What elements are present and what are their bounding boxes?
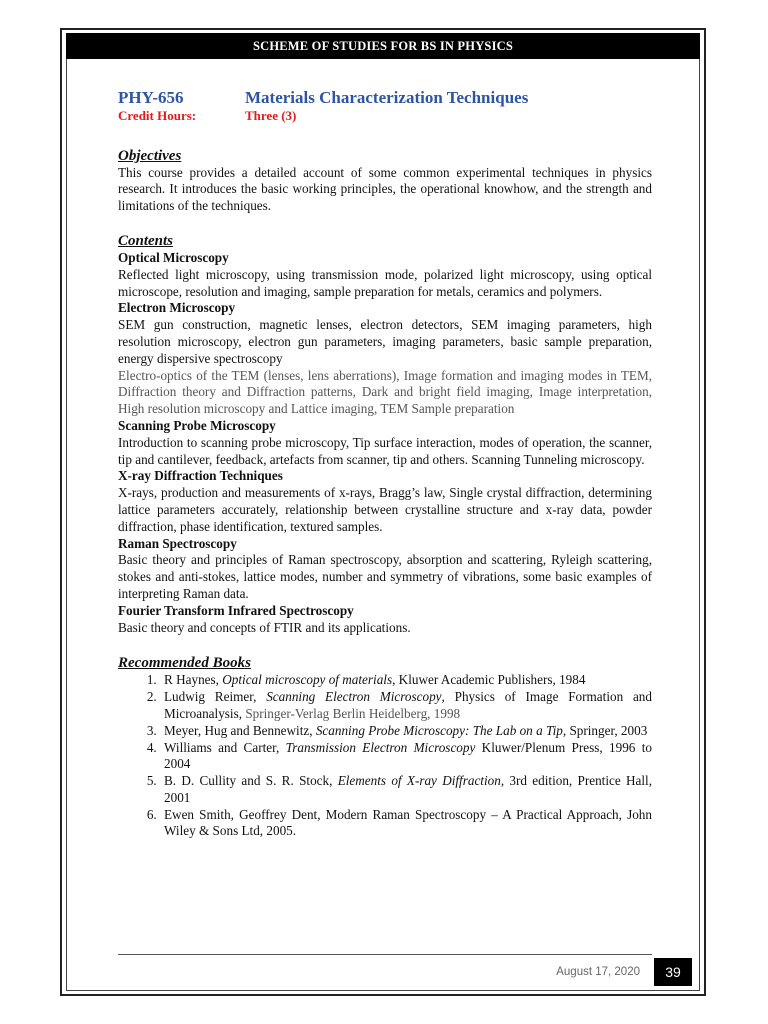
- topic-text: Basic theory and concepts of FTIR and its applications.: [118, 619, 411, 635]
- book-item: 4. Williams and Carter, Transmission Electron Microscopy Kluwer/Plenum Press, 1996 to 2004: [160, 740, 652, 774]
- objectives-text: This course provides a detailed account of some common experimental techniques in physics research. It introduces the basic working principles, the operational knowhow, and the strength and limitations of the techniques.: [118, 164, 652, 214]
- footer-date: August 17, 2020: [556, 966, 640, 978]
- credit-value: Three (3): [245, 107, 297, 123]
- topic-title: X-ray Diffraction Techniques: [118, 468, 283, 484]
- topic-text: Electro-optics of the TEM (lenses, lens aberrations), Image formation and imaging modes in TEM, Diffraction theory and Diffraction patterns, Dark and bright field imaging, Image interpretation, High resolution microscopy and Lattice imaging, TEM Sample preparation: [118, 367, 652, 417]
- footer-divider: [118, 954, 652, 955]
- credit-hours: [118, 108, 652, 125]
- contents-heading: Contents: [118, 232, 174, 249]
- books-list: [118, 672, 652, 840]
- topic-text: X-rays, production and measurements of x-rays, Bragg’s law, Single crystal diffraction, determining lattice parameters accurately, relationship between crystalline structure and x-ray data, powder diffraction, phase identification, textured samples.: [118, 485, 652, 534]
- page-number: 39: [654, 958, 692, 986]
- topic-text: SEM gun construction, magnetic lenses, electron detectors, SEM imaging parameters, high resolution microscopy, electron gun parameters, imaging parameters, basic sample preparation, energy dispersive spectroscopy: [118, 317, 652, 366]
- book-item: 5. B. D. Cullity and S. R. Stock, Elements of X-ray Diffraction, 3rd edition, Prentice Hall, 2001: [160, 773, 652, 807]
- credit-label: Credit Hours:: [118, 107, 197, 123]
- page-content: [118, 90, 652, 840]
- topic-title: Scanning Probe Microscopy: [118, 417, 276, 433]
- books-heading: Recommended Books: [118, 655, 251, 672]
- topic-title: Electron Microscopy: [118, 300, 236, 316]
- book-item: 1. R Haynes, Optical microscopy of materials, Kluwer Academic Publishers, 1984: [160, 672, 652, 689]
- book-item: 6. Ewen Smith, Geoffrey Dent, Modern Raman Spectroscopy – A Practical Approach, John Wiley & Sons Ltd, 2005.: [160, 807, 652, 841]
- course-title: Materials Characterization Techniques: [245, 88, 529, 107]
- page-header: SCHEME OF STUDIES FOR BS IN PHYSICS: [66, 33, 700, 59]
- book-item: 2. Ludwig Reimer, Scanning Electron Microscopy, Physics of Image Formation and Microanalysis, Springer-Verlag Berlin Heidelberg, 1998: [160, 689, 652, 723]
- topic-title: Optical Microscopy: [118, 249, 229, 265]
- topic-text: Introduction to scanning probe microscopy, Tip surface interaction, modes of operation, the scanner, tip and cantilever, feedback, artefacts from scanner, tip and others. Scanning Tunneling microscopy.: [118, 434, 652, 467]
- topic-title: Fourier Transform Infrared Spectroscopy: [118, 602, 354, 618]
- objectives-heading: Objectives: [118, 147, 182, 164]
- book-item: 3. Meyer, Hug and Bennewitz, Scanning Probe Microscopy: The Lab on a Tip, Springer, 2003: [160, 723, 652, 740]
- course-heading: [118, 90, 652, 107]
- topic-text: Reflected light microscopy, using transmission mode, polarized light microscopy, using optical microscope, resolution and imaging, sample preparation for metals, ceramics and polymers.: [118, 266, 652, 299]
- course-code: PHY-656: [118, 88, 184, 107]
- topic-text: Basic theory and principles of Raman spectroscopy, absorption and scattering, Ryleigh scattering, stokes and anti-stokes, lattice modes, number and symmetry of vibrations, some basic examples of interpreting Raman data.: [118, 552, 652, 601]
- topic-title: Raman Spectroscopy: [118, 535, 237, 551]
